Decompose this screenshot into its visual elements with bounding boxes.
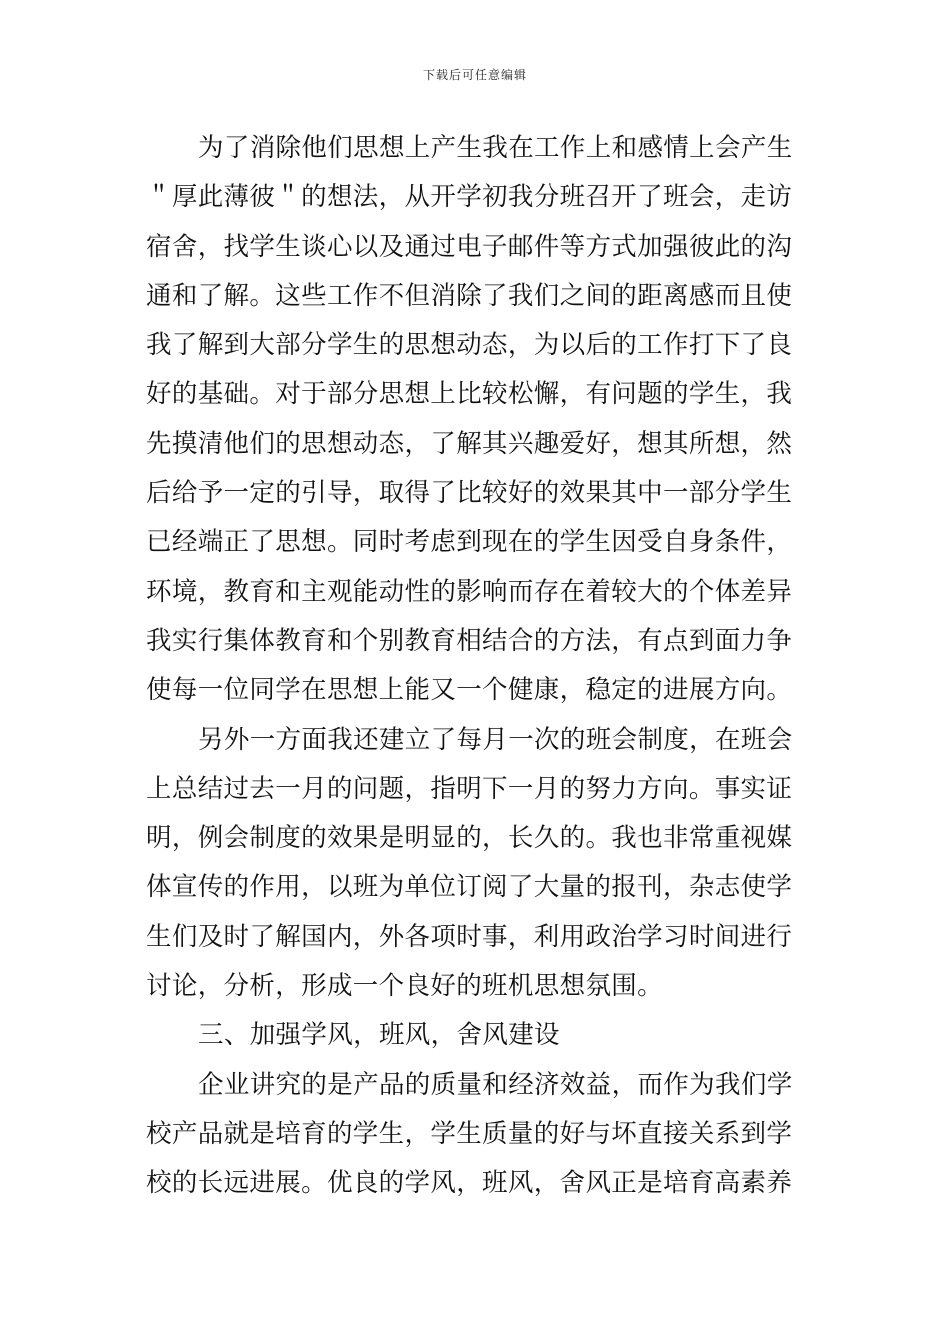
section-heading: 三、加强学风，班风，舍风建设 [198,1020,560,1051]
header-note: 下载后可任意编辑 [422,68,527,82]
paragraph-line: 我实行集体教育和个别教育相结合的方法，有点到面力争 [146,625,793,656]
paragraph-line: 校的长远进展。优良的学风，班风，舍风正是培育高素养 [146,1168,793,1199]
paragraph-line: 为了消除他们思想上产生我在工作上和感情上会产生 [198,133,793,163]
paragraph-line: 好的基础。对于部分思想上比较松懈，有问题的学生，我 [146,379,793,410]
paragraph-line: 我了解到大部分学生的思想动态，为以后的工作打下了良 [146,330,793,361]
paragraph-line: 使每一位同学在思想上能又一个健康，稳定的进展方向。 [146,675,793,706]
paragraph-line: ＂厚此薄彼＂的想法，从开学初我分班召开了班会，走访 [146,182,793,213]
paragraph-line: 后给予一定的引导，取得了比较好的效果其中一部分学生 [146,478,793,509]
body-text [146,124,806,1209]
paragraph-line: 已经端正了思想。同时考虑到现在的学生因受自身条件， [146,527,793,558]
paragraph-line: 先摸清他们的思想动态，了解其兴趣爱好，想其所想，然 [146,428,793,459]
paragraph-line: 另外一方面我还建立了每月一次的班会制度，在班会 [198,724,793,755]
paragraph-line: 生们及时了解国内，外各项时事，利用政治学习时间进行 [146,921,793,952]
paragraph-line: 通和了解。这些工作不但消除了我们之间的距离感而且使 [146,280,793,311]
paragraph-line: 环境，教育和主观能动性的影响而存在着较大的个体差异 [146,576,793,607]
paragraph-line: 明，例会制度的效果是明显的，长久的。我也非常重视媒 [146,823,793,854]
paragraph-line: 校产品就是培育的学生，学生质量的好与坏直接关系到学 [146,1118,793,1149]
paragraph-line: 上总结过去一月的问题，指明下一月的努力方向。事实证 [146,773,793,804]
paragraph-line: 宿舍，找学生谈心以及通过电子邮件等方式加强彼此的沟 [146,231,793,262]
paragraph-line: 企业讲究的是产品的质量和经济效益，而作为我们学 [198,1069,793,1100]
paragraph-line: 讨论，分析，形成一个良好的班机思想氛围。 [146,971,664,1002]
paragraph-line: 体宣传的作用，以班为单位订阅了大量的报刊，杂志使学 [146,872,793,903]
